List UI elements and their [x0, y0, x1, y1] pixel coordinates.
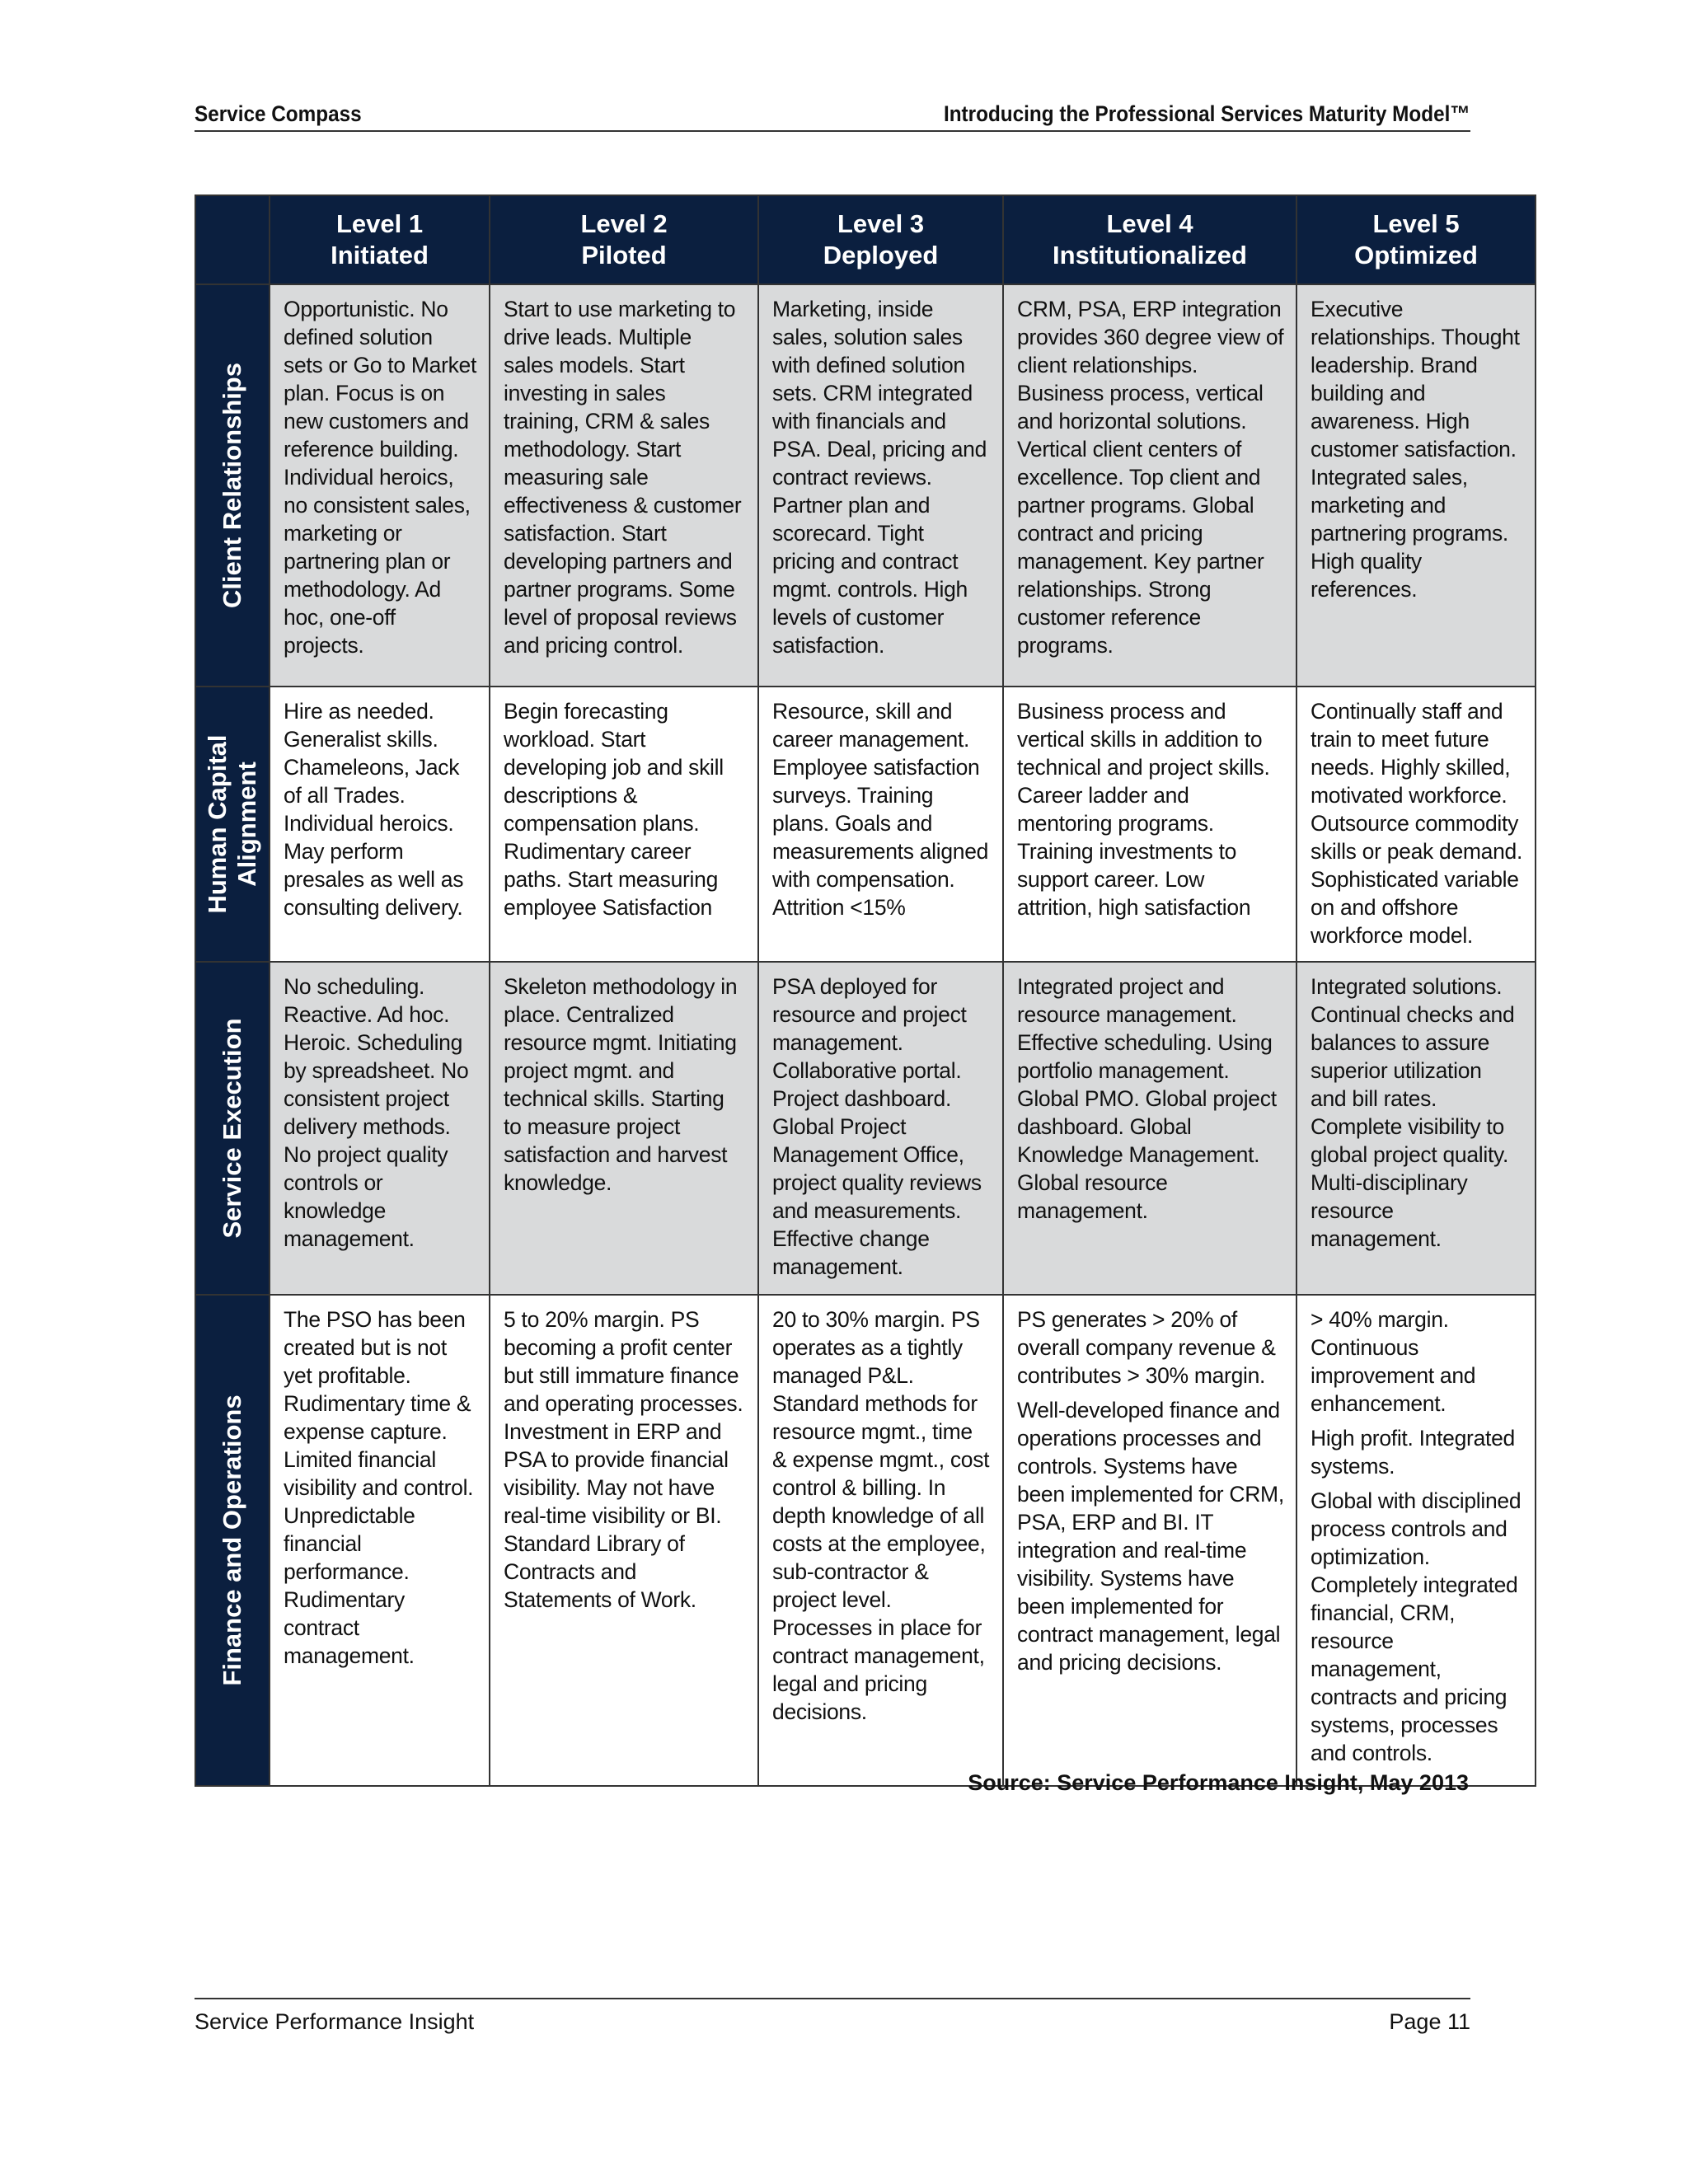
maturity-model-table [195, 194, 1536, 1787]
cell-text: Start to use marketing to drive leads. Multiple sales models. Start investing in sales training, CRM & sales methodology. Start measuring sale effectiveness & customer satisfaction. Start developing partners and partner programs. Some level of proposal reviews and pricing control. [504, 297, 742, 658]
page-footer [195, 1998, 1470, 2035]
level-name: Deployed [823, 241, 939, 269]
level-number: Level 2 [580, 209, 668, 238]
cell-text: 5 to 20% margin. PS becoming a profit center but still immature finance and operating processes. Investment in ERP and PSA to provide financial visibility. May not have real-time visibility or BI. Standard Library of Contracts and Statements of Work. [504, 1307, 743, 1612]
cell-text: Begin forecasting workload. Start developing job and skill descriptions & compensation plans. Rudimentary career paths. Start measuring employee Satisfaction [504, 699, 724, 920]
cell-text: Integrated solutions. Continual checks and balances to assure superior utilization and bill rates. Complete visibility to global project quality. Multi-disciplinary resource management. [1311, 974, 1515, 1251]
row-category-label: Human Capital [203, 734, 232, 914]
cell-text: CRM, PSA, ERP integration provides 360 degree view of client relationships. Business process, vertical and horizontal solutions. Vertical client centers of excellence. Top client and partner programs. Global contract and pricing management. Key partner relationships. Strong customer reference programs. [1017, 297, 1284, 658]
maturity-cell [490, 962, 758, 1295]
maturity-cell [758, 687, 1003, 962]
table-row [195, 687, 1536, 962]
level-number: Level 3 [837, 209, 925, 238]
row-category-label: Client Relationships [218, 363, 246, 608]
maturity-cell [758, 1295, 1003, 1786]
cell-text: Opportunistic. No defined solution sets or Go to Market plan. Focus is on new customers and reference building. Individual heroics, no consistent sales, marketing or partnering plan or methodology. Ad hoc, one-off projects. [284, 297, 477, 658]
level-name: Piloted [581, 241, 667, 269]
level-header-5 [1296, 195, 1536, 284]
source-citation: Source: Service Performance Insight, May 2013 [968, 1770, 1469, 1795]
level-header-2 [490, 195, 758, 284]
level-number: Level 4 [1106, 209, 1193, 238]
maturity-cell [1003, 687, 1296, 962]
footer-left: Service Performance Insight [195, 2009, 475, 2034]
cell-text: Business process and vertical skills in addition to technical and project skills. Career ladder and mentoring programs. Training investments to support career. Low attrition, high satisfaction [1017, 699, 1270, 920]
row-category-label: Alignment [232, 762, 261, 887]
maturity-cell [1296, 1295, 1536, 1786]
cell-text: Executive relationships. Thought leadership. Brand building and awareness. High customer satisfaction. Integrated sales, marketing and partnering programs. High quality references. [1311, 297, 1520, 602]
table-row [195, 962, 1536, 1295]
level-number: Level 1 [335, 209, 424, 238]
cell-text: Skeleton methodology in place. Centralized resource mgmt. Initiating project mgmt. and technical skills. Starting to measure project satisfaction and harvest knowledge. [504, 974, 738, 1195]
row-category-header [195, 284, 270, 687]
maturity-cell [270, 962, 490, 1295]
maturity-cell [270, 1295, 490, 1786]
row-category-label: Finance and Operations [218, 1394, 246, 1686]
cell-text: > 40% margin. Continuous improvement and enhancement. [1311, 1307, 1476, 1416]
cell-text: Continually staff and train to meet future needs. Highly skilled, motivated workforce. Outsource commodity skills or peak demand. Sophisticated variable on and offshore workforce model. [1311, 699, 1523, 948]
maturity-cell [1296, 962, 1536, 1295]
level-name: Institutionalized [1053, 241, 1247, 269]
cell-text: Hire as needed. Generalist skills. Chameleons, Jack of all Trades. Individual heroics. May perform presales as well as consulting delivery. [284, 699, 464, 920]
page-header [195, 97, 1470, 132]
maturity-cell [270, 284, 490, 687]
maturity-cell [1296, 284, 1536, 687]
row-category-label: Service Execution [218, 1018, 246, 1239]
cell-text: 20 to 30% margin. PS operates as a tightly managed P&L. Standard methods for resource mgmt., time & expense mgmt., cost control & billing. In depth knowledge of all costs at the employee, sub-contractor & project level. Processes in place for contract management, legal and pricing decisions. [772, 1307, 990, 1724]
row-category-header [195, 1295, 270, 1786]
maturity-cell [1296, 687, 1536, 962]
maturity-cell [490, 1295, 758, 1786]
cell-text: Integrated project and resource management. Effective scheduling. Using portfolio management. Global PMO. Global project dashboard. Global Knowledge Management. Global resource management. [1017, 974, 1277, 1223]
table-row [195, 284, 1536, 687]
level-name: Optimized [1354, 241, 1478, 269]
cell-text: Global with disciplined process controls and optimization. Completely integrated financial, CRM, resource management, contracts and pricing systems, processes and controls. [1311, 1488, 1522, 1765]
level-header-4 [1003, 195, 1296, 284]
cell-text: No scheduling. Reactive. Ad hoc. Heroic. Scheduling by spreadsheet. No consistent project delivery methods. No project quality controls or knowledge management. [284, 974, 469, 1251]
table-header-row [195, 195, 1536, 284]
page-number: Page 11 [1389, 2009, 1470, 2034]
maturity-cell [758, 284, 1003, 687]
maturity-cell [490, 284, 758, 687]
cell-text: Resource, skill and career management. Employee satisfaction surveys. Training plans. Goals and measurements aligned with compensation. Attrition <15% [772, 699, 989, 920]
cell-text: The PSO has been created but is not yet profitable. Rudimentary time & expense capture. Limited financial visibility and control. Unpredictable financial performance. Rudimentary contract management. [284, 1307, 474, 1668]
level-header-3 [758, 195, 1003, 284]
row-category-header [195, 687, 270, 962]
cell-text: PSA deployed for resource and project management. Collaborative portal. Project dashboard. Global Project Management Office, project quality reviews and measurements. Effective change management. [772, 974, 982, 1279]
maturity-cell [1003, 284, 1296, 687]
level-number: Level 5 [1372, 209, 1460, 238]
cell-text: Well-developed finance and operations processes and controls. Systems have been implemented for CRM, PSA, ERP and BI. IT integration and real-time visibility. Systems have been implemented for contract management, legal and pricing decisions. [1017, 1398, 1284, 1675]
level-header-1 [270, 195, 490, 284]
maturity-cell [490, 687, 758, 962]
cell-text: Marketing, inside sales, solution sales with defined solution sets. CRM integrated with financials and PSA. Deal, pricing and contract reviews. Partner plan and scorecard. Tight pricing and contract mgmt. controls. High levels of customer satisfaction. [772, 297, 987, 658]
row-category-header [195, 962, 270, 1295]
maturity-cell [270, 687, 490, 962]
maturity-cell [1003, 962, 1296, 1295]
header-left-title: Service Compass [195, 101, 362, 126]
maturity-cell [758, 962, 1003, 1295]
level-name: Initiated [331, 241, 429, 269]
table-corner-cell [195, 195, 270, 284]
cell-text: High profit. Integrated systems. [1311, 1426, 1515, 1479]
maturity-cell [1003, 1295, 1296, 1786]
cell-text: PS generates > 20% of overall company revenue & contributes > 30% margin. [1017, 1307, 1276, 1388]
header-right-title: Introducing the Professional Services Maturity Model™ [944, 101, 1470, 126]
table-row [195, 1295, 1536, 1786]
